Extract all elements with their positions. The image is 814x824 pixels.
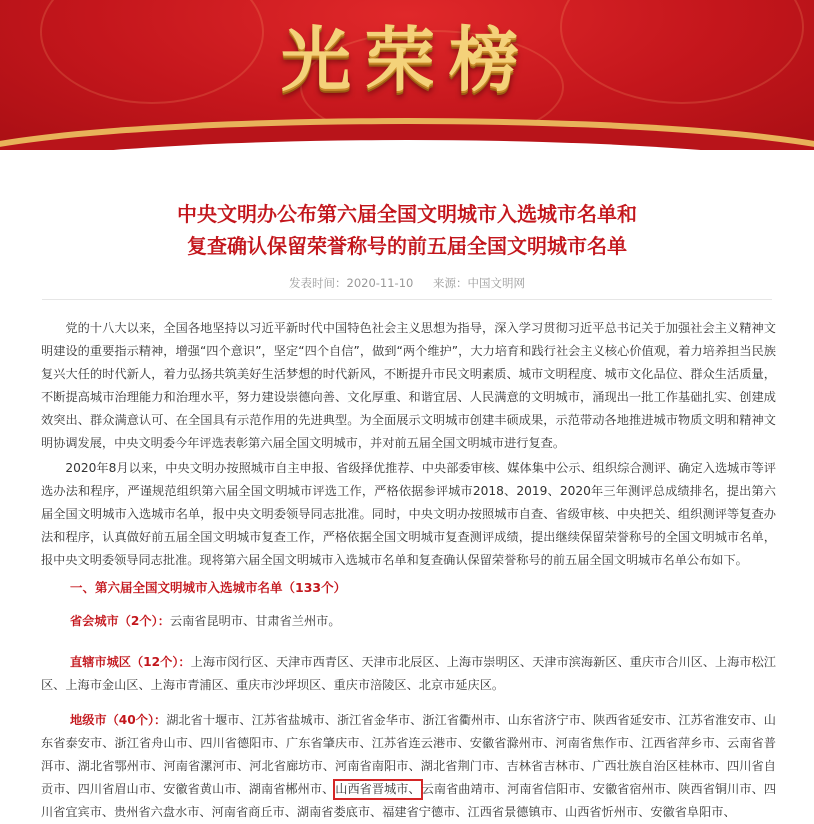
category-municipal-district xyxy=(41,651,776,697)
category-cities: 云南省昆明市、甘肃省兰州市。 xyxy=(169,614,341,628)
section-heading: 一、第六届全国文明城市入选城市名单（133个） xyxy=(70,580,347,595)
category-cities-before: 湖北省十堰市、江苏省盐城市、浙江省金华市、浙江省衢州市、山东省济宁市、陕西省延安市、江苏省淮安市、山东省泰安市、浙江省舟山市、四川省德阳市、广东省肇庆市、江苏省连云港市、安徽省滁州市、河南省焦作市、江西省萍乡市、云南省普洱市、湖北省鄂州市、河南省漯河市、河北省廊坊市、河南省南阳市、湖北省荆门市、吉林省吉林市、广西壮族自治区桂林市、四川省自贡市、四川省眉山市、安徽省黄山市、湖南省郴州市、 xyxy=(41,713,776,796)
headline-line-2: 复查确认保留荣誉称号的前五届全国文明城市名单 xyxy=(187,234,627,258)
category-prefecture-level xyxy=(41,709,776,824)
source-label: 来源： xyxy=(433,276,468,290)
article-headline xyxy=(0,198,814,262)
highlighted-city: 山西省晋城市、 xyxy=(334,780,421,799)
category-cities-after: 云南省曲靖市、河南省信阳市、安徽省宿州市、陕西省铜川市、四川省宜宾市、贵州省六盘水市、河南省商丘市、湖南省娄底市、福建省宁德市、江西省景德镇市、山西省忻州市、安徽省阜阳市、 xyxy=(41,782,777,819)
banner xyxy=(0,0,814,150)
publish-label: 发表时间： xyxy=(289,276,347,290)
source-name: 中国文明网 xyxy=(467,276,525,290)
headline-line-1: 中央文明办公布第六届全国文明城市入选城市名单和 xyxy=(177,202,637,226)
banner-title: 光荣榜 xyxy=(281,18,533,101)
category-cities: 上海市闵行区、天津市西青区、天津市北辰区、上海市崇明区、天津市滨海新区、重庆市合川区、上海市松江区、上海市金山区、上海市青浦区、重庆市沙坪坝区、重庆市涪陵区、北京市延庆区。 xyxy=(41,655,776,692)
source-info xyxy=(433,276,525,290)
category-provincial-capital xyxy=(41,610,776,633)
article-meta xyxy=(0,275,814,291)
publish-info xyxy=(289,276,413,290)
publish-date: 2020-11-10 xyxy=(346,276,414,290)
category-label: 直辖市城区（12个）： xyxy=(70,655,191,669)
category-label: 省会城市（2个）： xyxy=(70,614,170,628)
paragraph-2: 2020年8月以来，中央文明办按照城市自主申报、省级择优推荐、中央部委审核、媒体集中公示、组织综合测评、确定入选城市等评选办法和程序，严谨规范组织第六届全国文明城市评选工作，严格依据参评城市2018、2019、2020年三年测评总成绩排名，提出第六届全国文明城市入选城市名单，报中央文明委领导同志批准。同时，中央文明办按照城市自查、省级审核、中央把关、组织测评等复查办法和程序，认真做好前五届全国文明城市复查工作，严格依据全国文明城市复查测评成绩，提出继续保留荣誉称号的全国文明城市名单，报中央文明委领导同志批准。现将第六届全国文明城市入选城市名单和复查确认保留荣誉称号的前五届全国文明城市名单公布如下。 xyxy=(41,461,776,567)
paragraph-1: 党的十八大以来，全国各地坚持以习近平新时代中国特色社会主义思想为指导，深入学习贯彻习近平总书记关于加强社会主义精神文明建设的重要指示精神，增强“四个意识”，坚定“四个自信”，做到“两个维护”，大力培育和践行社会主义核心价值观，着力培养担当民族复兴大任的时代新人，着力弘扬共筑美好生活梦想的时代新风，不断提升市民文明素质、城市文明程度、城市文化品位、群众生活质量，不断提高城市治理能力和治理水平，努力建设崇德向善、文化厚重、和谐宜居、人民满意的文明城市，涌现出一批工作基础扎实、创建成效突出、群众满意认可、在全国具有示范作用的先进典型。为全面展示文明城市创建丰硕成果，示范带动各地推进城市物质文明和精神文明协调发展，中央文明委今年评选表彰第六届全国文明城市，并对前五届全国文明城市进行复查。 xyxy=(41,321,776,450)
meta-divider xyxy=(42,299,772,300)
category-label: 地级市（40个）： xyxy=(70,713,167,727)
